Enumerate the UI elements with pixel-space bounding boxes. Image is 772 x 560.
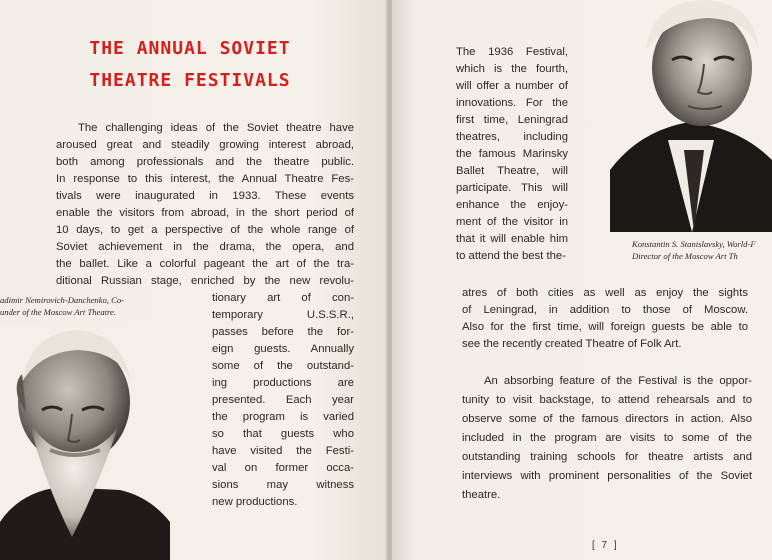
body-line: the ballet. Like a colorful pageant the art of the tra- (56, 258, 354, 270)
body-line: In response to this interest, the Annual Theatre Fes- (56, 173, 354, 185)
page-number: [ 7 ] (592, 540, 619, 551)
column-line: presented. Each year (212, 394, 354, 406)
title-line-1: THE ANNUAL SOVIET (89, 38, 291, 59)
body-line: ditional Russian stage, enriched by the new revolu- (56, 275, 354, 287)
title-line-2: THEATRE FESTIVALS (89, 70, 291, 91)
body-line: The challenging ideas of the Soviet theatre have (78, 122, 354, 134)
body-line: observe some of the famous directors in action. Also (462, 413, 752, 425)
body-line: 10 days, to get a perspective of the whole range of (56, 224, 354, 236)
body-line: enable the visitors from abroad, in the short period of (56, 207, 354, 219)
body-line: tivals were inaugurated in 1933. These events (56, 190, 354, 202)
column-line: temporary U.S.S.R., (212, 309, 354, 321)
intro-paragraph (56, 120, 354, 290)
body-line: tunity to visit backstage, to attend rehearsals and to (462, 394, 752, 406)
column-line: first time, Leningrad (456, 114, 568, 126)
body-line: atres of both cities as well as enjoy the sights (462, 287, 748, 299)
column-line: so that guests who (212, 428, 354, 440)
wide-paragraph-continuation (462, 285, 748, 353)
column-line: have visited the Festi- (212, 445, 354, 457)
portrait-photo-left (0, 322, 170, 560)
caption-line: under of the Moscow Art Theatre. (0, 307, 117, 317)
column-line: participate. This will (456, 182, 568, 194)
column-line: the famous Marinsky (456, 148, 568, 160)
body-line: Also for the first time, will foreign guests be able to (462, 321, 748, 333)
body-line: aroused great and steadily growing interest abroad, (56, 139, 354, 151)
column-line: that it will enable him (456, 233, 568, 245)
column-line: tionary art of con- (212, 292, 354, 304)
caption-line: Director of the Moscow Art Th (632, 251, 738, 261)
column-line: enhance the enjoy- (456, 199, 568, 211)
column-line: theatres, including (456, 131, 568, 143)
column-line: val on former occa- (212, 462, 354, 474)
body-line: of Leningrad, in addition to those of Moscow. (462, 304, 748, 316)
column-line: Ballet Theatre, will (456, 165, 568, 177)
column-line: innovations. For the (456, 97, 568, 109)
column-line: passes before the for- (212, 326, 354, 338)
body-line: see the recently created Theatre of Folk Art. (462, 338, 682, 350)
body-line: theatre. (462, 489, 501, 501)
body-line: included in the program are visits to some of the (462, 432, 752, 444)
column-line: The 1936 Festival, (456, 46, 568, 58)
body-line: An absorbing feature of the Festival is the oppor- (484, 375, 752, 387)
body-line: interviews with prominent personalities of the Soviet (462, 470, 752, 482)
column-line: some of the outstand- (212, 360, 354, 372)
column-line: ment of the visitor in (456, 216, 568, 228)
column-line: ing productions are (212, 377, 354, 389)
narrow-column-left (212, 290, 354, 511)
backstage-paragraph (462, 372, 752, 505)
column-line: new productions. (212, 496, 298, 508)
column-line: will offer a number of (456, 80, 568, 92)
narrow-column-right (456, 44, 568, 265)
column-line: to attend the best the- (456, 250, 566, 262)
body-line: Soviet achievement in the drama, the opera, and (56, 241, 354, 253)
caption-line: adimir Nemirovich-Danchenko, Co- (0, 295, 125, 305)
column-line: sions may witness (212, 479, 354, 491)
portrait-caption-right (632, 238, 756, 262)
body-line: both among professionals and the theatre public. (56, 156, 354, 168)
column-line: which is the fourth, (456, 63, 568, 75)
portrait-caption-left (0, 294, 124, 318)
portrait-photo-right (610, 0, 772, 232)
caption-line: Konstantin S. Stanislavsky, World-F (632, 239, 756, 249)
right-page (392, 0, 772, 560)
column-line: the program is varied (212, 411, 354, 423)
column-line: eign guests. Annually (212, 343, 354, 355)
body-line: outstanding training schools for theatre artists and (462, 451, 752, 463)
